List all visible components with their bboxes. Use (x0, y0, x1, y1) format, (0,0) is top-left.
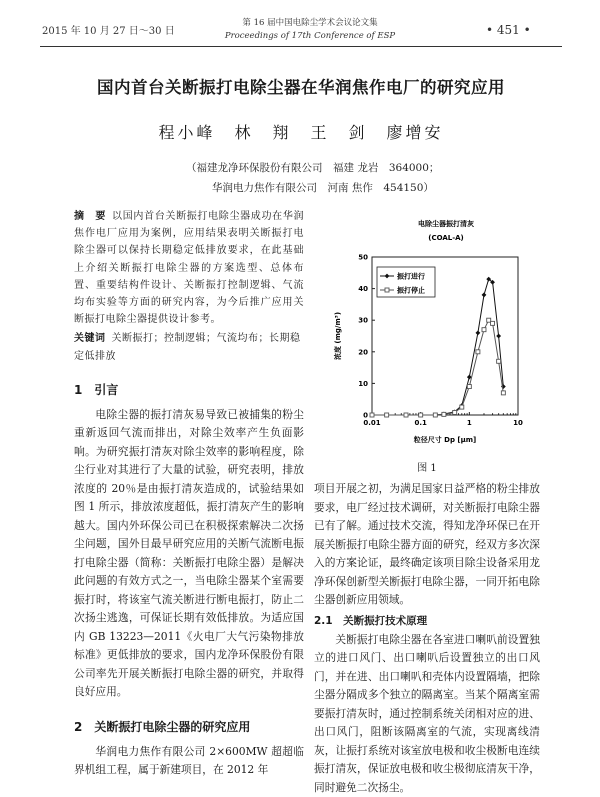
series-2-point (370, 413, 374, 417)
series-2-point (501, 391, 505, 395)
y-tick-label: 20 (358, 348, 368, 356)
x-tick-label: 1 (467, 419, 472, 427)
y-tick-label: 50 (358, 254, 368, 262)
series-2-point (419, 413, 423, 417)
series-1-point (482, 293, 487, 298)
paper-title: 国内首台关断振打电除尘器在华润焦作电厂的研究应用 (40, 74, 562, 98)
right-column (314, 480, 540, 797)
series-1-point (496, 334, 501, 339)
figure-1-chart (326, 210, 536, 450)
series-2-point (487, 318, 491, 322)
section-2-heading: 2 关断振打电除尘器的研究应用 (74, 718, 304, 735)
series-2-point (453, 410, 457, 414)
x-axis-label: 粒径尺寸 Dp [μm] (414, 435, 477, 444)
section-2-1-paragraph: 关断振打电除尘器在各室进口喇叭前设置独立的进口风门、出口喇叭后设置独立的出口风门，并在进、出口喇叭和壳体内设置隔墙，把除尘器分隔成多个独立的隔离室。当某个隔离室需要振打清灰时，通过控制系统关闭相对应的进、出口风门，阻断该隔离室的气流，实现离线清灰，让振打系统对该室放电极和收尘极断电连续振打清灰，保证放电极和收尘极彻底清灰干净，同时避免二次扬尘。 (314, 631, 540, 797)
section-1-heading: 1 引言 (74, 381, 304, 398)
legend-label-2: 振打停止 (396, 286, 425, 295)
keywords (74, 330, 304, 364)
header-conference-cn: 第 16 届中国电除尘学术会议论文集 (210, 17, 410, 30)
header-conference-en: Proceedings of 17th Conference of ESP (210, 30, 410, 43)
series-2-point (460, 405, 464, 409)
y-tick-label: 0 (363, 412, 368, 420)
series-2-point (482, 328, 486, 332)
series-2-point (385, 413, 389, 417)
header-conference (210, 17, 410, 43)
y-tick-label: 10 (358, 380, 368, 388)
x-tick-label: 0.01 (363, 419, 380, 427)
abstract (74, 208, 304, 328)
legend-label-1: 振打进行 (396, 272, 425, 281)
figure-1 (326, 210, 536, 450)
series-2-point (476, 350, 480, 354)
series-1-point (476, 330, 481, 335)
y-tick-label: 40 (358, 285, 368, 293)
x-tick-label: 10 (513, 419, 523, 427)
keywords-label: 关键词 (74, 333, 106, 344)
chart-subtitle: (COAL-A) (428, 234, 464, 242)
left-column (74, 208, 304, 780)
series-group (370, 277, 506, 418)
series-2-point (467, 385, 471, 389)
series-2-point (491, 321, 495, 325)
right-paragraph-1: 项目开展之初，为满足国家日益严格的粉尘排放要求，电厂经过技术调研，对关断振打电除尘器已有了解。通过技术交流，得知龙净环保已在开展关断振打电除尘器方面的研究，经双方多次深入的方案论证，最终确定该项目除尘设备采用龙净环保创新型关断振打电除尘器，一同开拓电除尘器创新应用领域。 (314, 480, 540, 610)
series-2-point (442, 412, 446, 416)
section-2-1-heading: 2.1 关断振打技术原理 (314, 613, 540, 628)
series-line-2 (372, 320, 503, 415)
section-2-paragraph: 华润电力焦作有限公司 2×600MW 超超临界机组工程，属于新建项目，在 2012 年 (74, 743, 304, 780)
series-line-1 (372, 279, 503, 415)
y-axis-label: 浓度 (mg/m³) (333, 312, 342, 360)
abstract-label: 摘 要 (74, 211, 106, 222)
section-1-paragraph: 电除尘器的振打清灰易导致已被捕集的粉尘重新返回气流而排出，对除尘效率产生负面影响。为研究振打清灰对除尘效率的影响程度，除尘行业对其进行了大量的试验，研究表明，排放浓度的 20％是由振打清灰造成的，试验结果如图 1 所示，排放浓度超低，振打清灰产生的影响越大。国内外环保公司已在积极探索解决二次扬尘问题，国外目最早研究应用的关断气流断电振打电除尘器（简称：关断振打电除尘器）是解决此问题的有效方式之一，当电除尘器某个室需要振打时，将该室气流关断进行断电振打，防止二次扬尘逃逸，可保证长期有效低排放。为适应国内 GB 13223—2011《火电厂大气污染物排放标准》更低排放的要求，国内龙净环保股份有限公司率先开展关断振打电除尘器的研究，并取得良好应用。 (74, 406, 304, 702)
affiliation-2: 华润电力焦作有限公司 河南 焦作 454150） (212, 180, 434, 195)
abstract-text: 以国内首台关断振打电除尘器成功在华润焦作电厂应用为案例，应用结果表明关断振打电除尘器可以保持长期稳定低排放要求，在此基础上介绍关断振打电除尘器的方案选型、总体布置、重要结构件设计、关断振打控制逻辑、气流均布实验等方面的研究内容，为今后推广应用关断振打电除尘器提供设计参考。 (74, 211, 304, 325)
series-2-point (433, 413, 437, 417)
x-tick-label: 0.1 (414, 419, 427, 427)
header-date: 2015 年 10 月 27 日～30 日 (42, 22, 175, 37)
chart-title: 电除尘器振打清灰 (418, 219, 474, 228)
legend-marker-2 (385, 288, 389, 292)
legend (377, 267, 435, 297)
y-tick-label: 30 (358, 317, 368, 325)
affiliation-1: （福建龙净环保股份有限公司 福建 龙岩 364000； (186, 160, 439, 175)
paper-authors: 程小峰 林 翔 王 剑 廖增安 (40, 120, 562, 143)
header-page-number: • 451 • (486, 23, 531, 37)
figure-1-caption: 图 1 (314, 459, 540, 474)
keywords-text: 关断振打；控制逻辑；气流均布；长期稳定低排放 (74, 333, 301, 361)
header-rule (40, 46, 562, 47)
series-2-point (497, 359, 501, 363)
series-2-point (404, 413, 408, 417)
